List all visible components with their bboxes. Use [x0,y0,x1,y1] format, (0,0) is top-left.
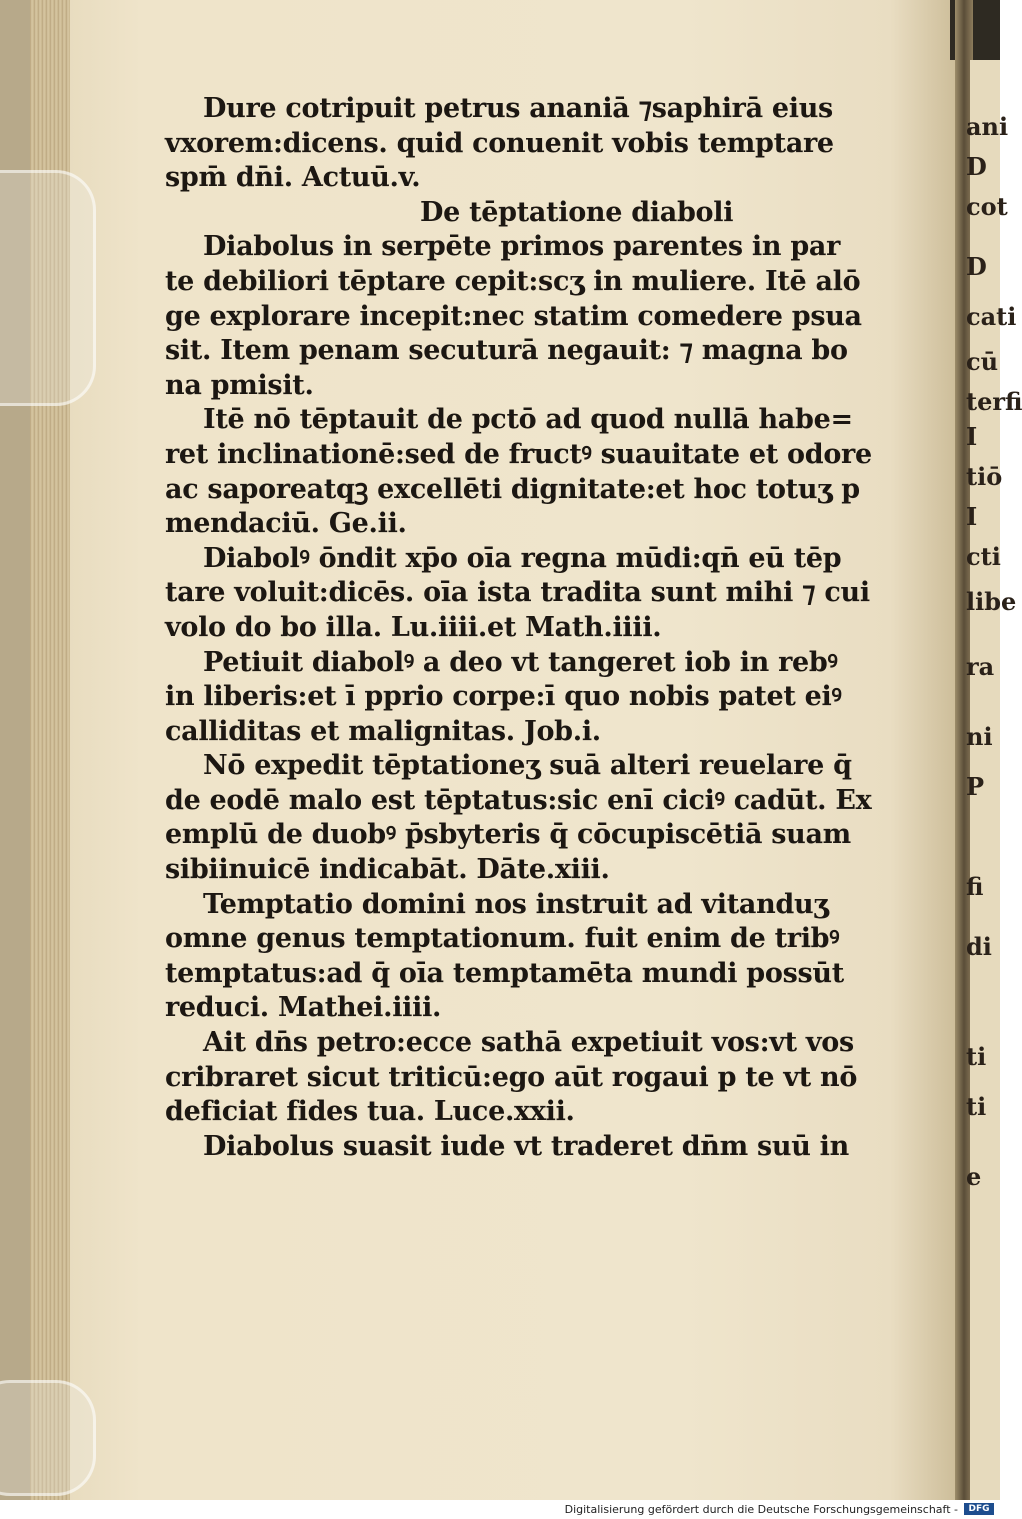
text-line: temptatus:ad q̄ oīa temptamēta mundi possūt [165,957,844,989]
text-line: Temptatio domini nos instruit ad vitanduʒ [203,888,829,920]
text-line: ge explorare incepit:nec statim comedere psua [165,300,862,332]
glass-weight-top [0,170,96,406]
text-line: cribraret sicut triticū:ego aūt rogaui p te vt nō [165,1061,858,1093]
text-line: ret inclinationē:sed de fructꝰ suauitate et odore [165,438,872,470]
facing-text-fragment: ni [966,722,993,751]
facing-text-fragment: ra [966,652,995,681]
facing-text-fragment: P [966,772,985,801]
text-line: spm̄ dn̄i. Actuū.v. [165,162,421,194]
facing-text-fragment: terfi [966,387,1022,416]
text-line: Nō expedit tēptationeʒ suā alteri reuelare q̄ [203,750,852,782]
funding-notice: Digitalisierung gefördert durch die Deutsche Forschungsgemeinschaft - [564,1503,958,1516]
text-line: ac saporeatqꝫ excellēti dignitate:et hoc totuʒ p [165,473,860,505]
facing-text-fragment: D [966,152,987,181]
text-line: volo do bo illa. Lu.iiii.et Math.iiii. [165,611,662,643]
facing-text-fragment: D [966,252,987,281]
text-line: Itē nō tēptauit de pctō ad quod nullā habe= [203,404,853,436]
page-text [165,92,905,1164]
text-line: tare voluit:dicēs. oīa ista tradita sunt mihi ⁊ cui [165,577,870,609]
text-line: reduci. Mathei.iiii. [165,992,442,1024]
text-line: na pmisit. [165,369,314,401]
facing-text-fragment: e [966,1162,982,1191]
text-line: Diabolus suasit iude vt traderet dn̄m suū in [203,1130,849,1162]
text-line: Dure cotripuit petrus ananiā ⁊saphirā eius [203,93,833,124]
glass-weight-bottom [0,1380,96,1496]
text-line: vxorem:dicens. quid conuenit vobis temptare [165,127,834,159]
text-line: de eodē malo est tēptatus:sic enī ciciꝰ cadūt. Ex [165,784,872,816]
text-line: emplū de duobꝰ p̄sbyteris q̄ cōcupiscētiā suam [165,819,851,851]
facing-text-fragment: libe [966,587,1017,616]
facing-text-fragment: cti [966,542,1001,571]
text-line: mendaciū. Ge.ii. [165,508,407,540]
text-line: in liberis:et ī pprio corpe:ī quo nobis patet eiꝰ [165,681,842,713]
facing-text-fragment: cati [966,302,1017,331]
text-line: Diabolus in serpēte primos parentes in par [203,231,841,263]
facing-text-fragment: cū [966,347,999,376]
facing-text-fragment: fi [966,872,984,901]
text-line: calliditas et malignitas. Job.i. [165,715,601,747]
text-line: sit. Item penam secuturā negauit: ⁊ magna bo [165,335,848,367]
facing-text-fragment: ti [966,1042,987,1071]
footer-bar [0,1500,1000,1519]
facing-text-fragment: ti [966,1092,987,1121]
text-line: Petiuit diabolꝰ a deo vt tangeret iob in rebꝰ [203,646,838,678]
facing-text-fragment: ani [966,112,1009,141]
text-line: Ait dn̄s petro:ecce sathā expetiuit vos:vt vos [203,1027,854,1059]
facing-text-fragment: cot [966,192,1008,221]
text-line: te debiliori tēptare cepit:scʒ in muliere. Itē alō [165,265,861,297]
dfg-logo: DFG [964,1503,994,1515]
facing-text-fragment: tiō [966,462,1003,491]
facing-text-fragment: I [966,422,978,451]
section-heading: De tēptatione diaboli [420,196,734,228]
text-line: sibiinuicē indicabāt. Dāte.xiii. [165,854,610,886]
facing-text-fragment: di [966,932,992,961]
facing-text-fragment: I [966,502,978,531]
text-line: Diabolꝰ ōndit xp̄o oīa regna mūdi:qn̄ eū tēp [203,542,842,574]
text-line: deficiat fides tua. Luce.xxii. [165,1096,575,1128]
text-line: omne genus temptationum. fuit enim de tribꝰ [165,923,840,955]
